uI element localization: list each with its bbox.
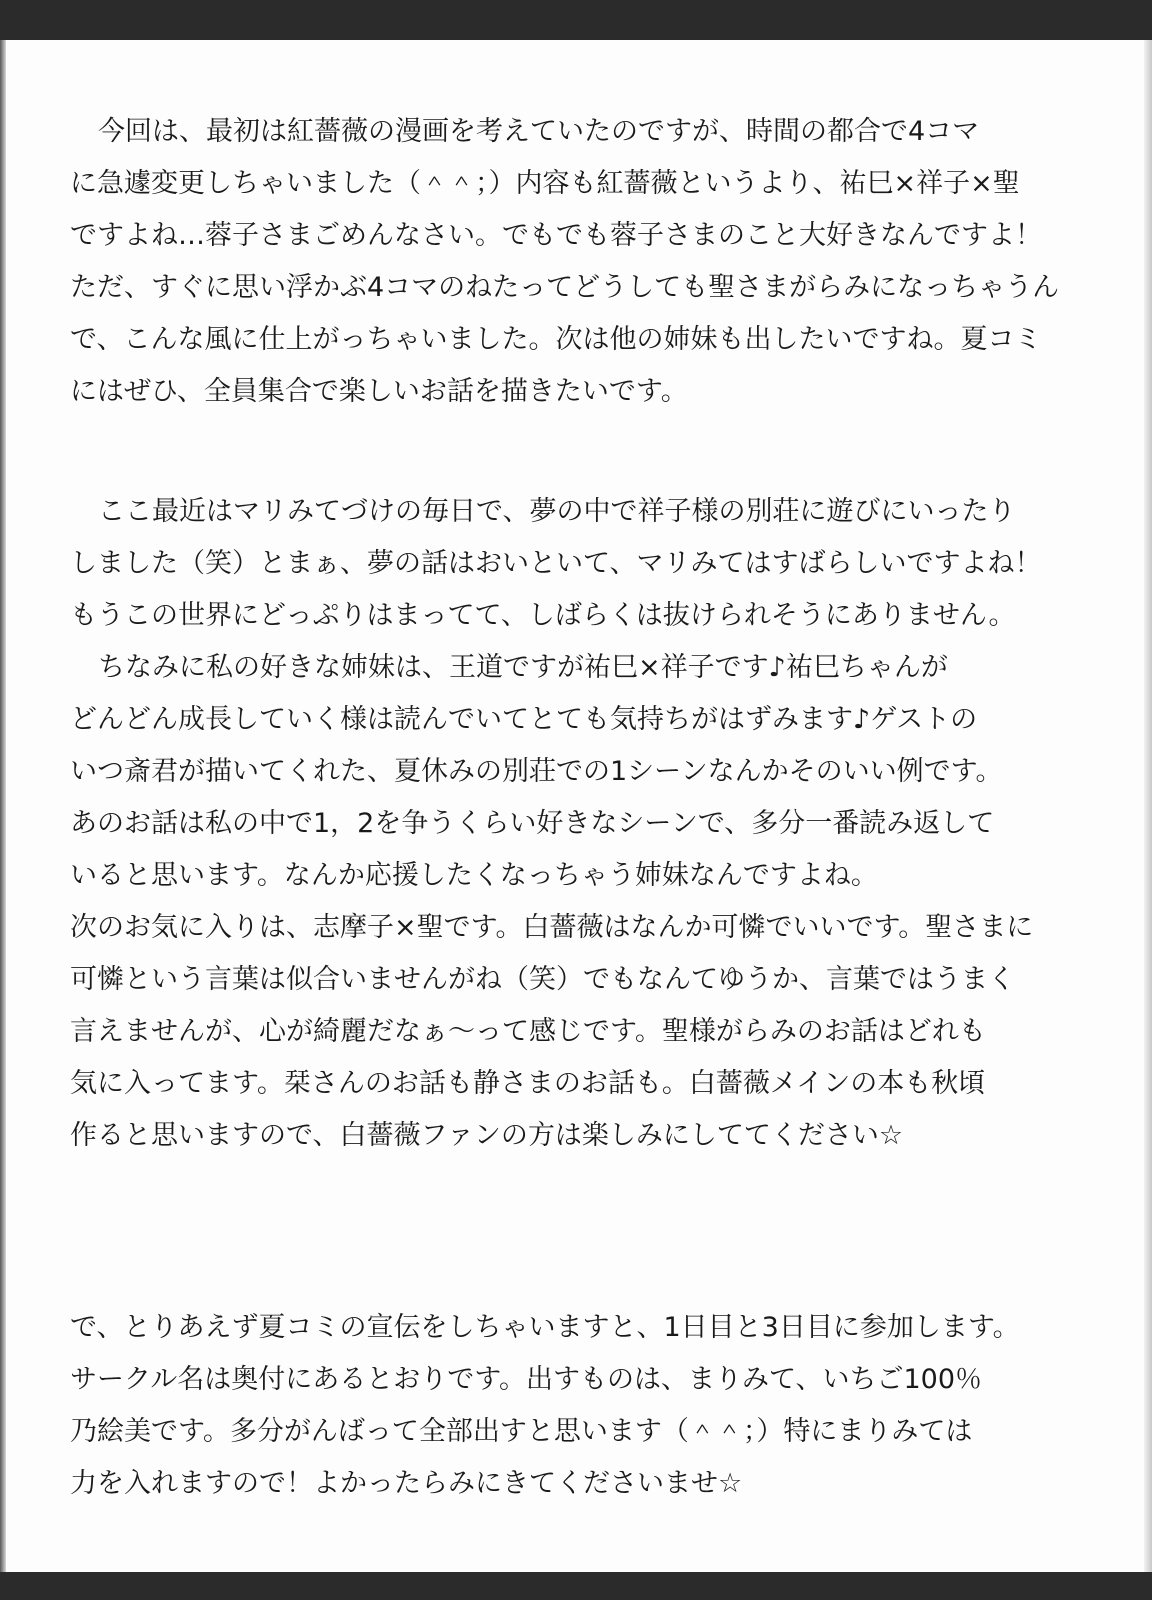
paragraph-2-line-3: もうこの世界にどっぷりはまってて、しばらくは抜けられそうにありません。: [70, 600, 1016, 631]
paragraph-3-line-3: 乃絵美です。多分がんばって全部出すと思います（＾＾；）特にまりみては: [70, 1416, 973, 1447]
paragraph-2-line-10: 可憐という言葉は似合いませんがね（笑）でもなんてゆうか、言葉ではうまく: [70, 964, 1015, 995]
left-page-edge: [0, 40, 6, 1572]
bottom-scan-border: [0, 1572, 1152, 1600]
paragraph-2-line-2: しました（笑）とまぁ、夢の話はおいといて、マリみてはすばらしいですよね！: [70, 548, 1042, 579]
paragraph-2-line-12: 気に入ってます。栞さんのお話も静さまのお話も。白薔薇メインの本も秋頃: [70, 1068, 986, 1099]
paragraph-2: [70, 486, 1100, 1162]
top-scan-border: [0, 0, 1152, 40]
paragraph-2-line-5: どんどん成長していく様は読んでいてとても気持ちがはずみます♪ゲストの: [70, 704, 978, 735]
paragraph-3-line-4: 力を入れますので！よかったらみにきてくださいませ☆: [70, 1468, 743, 1499]
paragraph-2-line-8: いると思います。なんか応援したくなっちゃう姉妹なんですよね。: [70, 860, 878, 891]
paragraph-1-line-3: ですよね…蓉子さまごめんなさい。でもでも蓉子さまのこと大好きなんですよ！: [70, 220, 1042, 251]
paragraph-1-line-5: で、こんな風に仕上がっちゃいました。次は他の姉妹も出したいですね。夏コミ: [70, 324, 1042, 355]
paragraph-3: [70, 1302, 1100, 1510]
paragraph-3-line-1: で、とりあえず夏コミの宣伝をしちゃいますと、1日目と3日目に参加します。: [70, 1312, 1020, 1343]
right-page-edge: [1144, 40, 1152, 1572]
paragraph-2-line-1: ここ最近はマリみてづけの毎日で、夢の中で祥子様の別荘に遊びにいったり: [98, 496, 1016, 527]
paragraph-3-line-2: サークル名は奥付にあるとおりです。出すものは、まりみて、いちご100％: [70, 1364, 983, 1395]
paragraph-1-line-2: に急遽変更しちゃいました（＾＾；）内容も紅薔薇というより、祐巳×祥子×聖: [70, 168, 1020, 199]
paragraph-2-line-6: いつ斎君が描いてくれた、夏休みの別荘での1シーンなんかそのいい例です。: [70, 756, 1003, 787]
paragraph-1-line-1: 今回は、最初は紅薔薇の漫画を考えていたのですが、時間の都合で4コマ: [98, 116, 980, 147]
paragraph-2-line-9: 次のお気に入りは、志摩子×聖です。白薔薇はなんか可憐でいいです。聖さまに: [70, 912, 1034, 943]
paragraph-2-line-4: ちなみに私の好きな姉妹は、王道ですが祐巳×祥子です♪祐巳ちゃんが: [98, 652, 948, 683]
paragraph-1-line-6: にはぜひ、全員集合で楽しいお話を描きたいです。: [70, 376, 688, 407]
paragraph-1-line-4: ただ、すぐに思い浮かぶ4コマのねたってどうしても聖さまがらみになっちゃうん: [70, 272, 1060, 303]
paragraph-2-line-7: あのお話は私の中で1，2を争うくらい好きなシーンで、多分一番読み返して: [70, 808, 995, 839]
paragraph-1: [70, 106, 1100, 418]
paragraph-2-line-13: 作ると思いますので、白薔薇ファンの方は楽しみにしててください☆: [70, 1120, 904, 1151]
paragraph-2-line-11: 言えませんが、心が綺麗だなぁ～って感じです。聖様がらみのお話はどれも: [70, 1016, 986, 1047]
